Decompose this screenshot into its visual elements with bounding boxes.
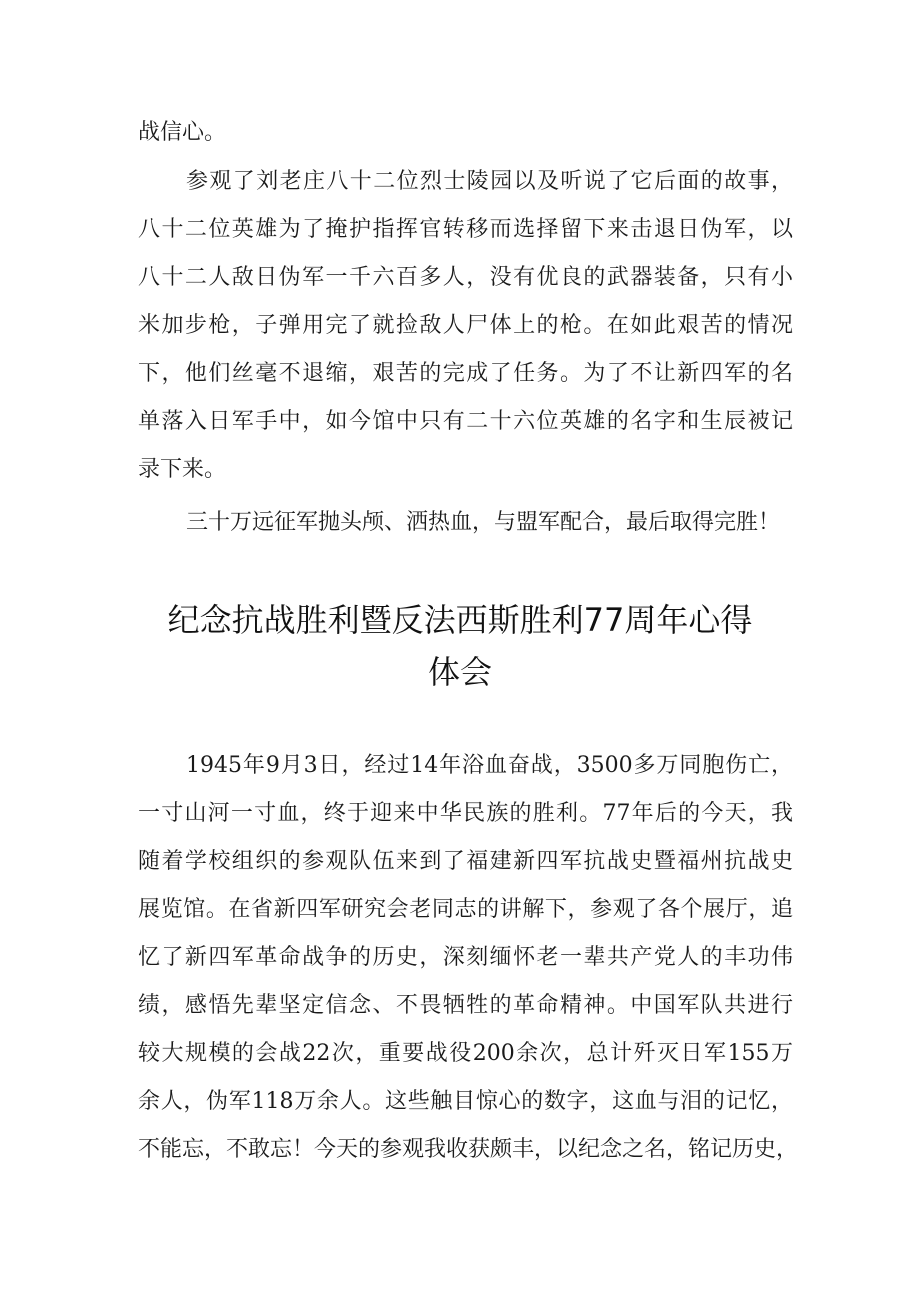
paragraph-line: 单落入日军手中，如今馆中只有二十六位英雄的名字和生辰被记 <box>138 409 793 434</box>
paragraph-line: 参观了刘老庄八十二位烈士陵园以及听说了它后面的故事， <box>186 169 793 194</box>
article-title: 纪念抗战胜利暨反法西斯胜利77周年心得 <box>167 601 753 639</box>
paragraph-line: 录下来。 <box>138 457 227 482</box>
paragraph-line: 三十万远征军抛头颅、洒热血，与盟军配合，最后取得完胜！ <box>186 510 781 535</box>
paragraph-line: 八十二位英雄为了掩护指挥官转移而选择留下来击退日伪军，以 <box>138 217 793 242</box>
paragraph-line: 不能忘，不敢忘！今天的参观我收获颇丰，以纪念之名，铭记历史， <box>138 1137 799 1162</box>
paragraph-line: 较大规模的会战22次，重要战役200余次，总计歼灭日军155万 <box>138 1041 793 1066</box>
paragraph-line: 下，他们丝毫不退缩，艰苦的完成了任务。为了不让新四军的名 <box>138 361 793 386</box>
article-title-continued: 体会 <box>427 653 492 691</box>
paragraph-line: 余人，伪军118万余人。这些触目惊心的数字，这血与泪的记忆， <box>138 1089 793 1114</box>
paragraph-line: 战信心。 <box>138 120 227 145</box>
paragraph-line: 随着学校组织的参观队伍来到了福建新四军抗战史暨福州抗战史 <box>138 849 793 874</box>
paragraph-line: 绩，感悟先辈坚定信念、不畏牺牲的革命精神。中国军队共进行 <box>138 993 793 1018</box>
paragraph-line: 忆了新四军革命战争的历史，深刻缅怀老一辈共产党人的丰功伟 <box>138 945 793 970</box>
paragraph-line: 展览馆。在省新四军研究会老同志的讲解下，参观了各个展厅，追 <box>138 897 793 922</box>
paragraph-line: 一寸山河一寸血，终于迎来中华民族的胜利。77年后的今天，我 <box>138 801 793 826</box>
paragraph-line: 米加步枪，子弹用完了就捡敌人尸体上的枪。在如此艰苦的情况 <box>138 313 793 338</box>
paragraph-line: 1945年9月3日，经过14年浴血奋战，3500多万同胞伤亡， <box>186 753 793 778</box>
paragraph-line: 八十二人敌日伪军一千六百多人，没有优良的武器装备，只有小 <box>138 265 793 290</box>
